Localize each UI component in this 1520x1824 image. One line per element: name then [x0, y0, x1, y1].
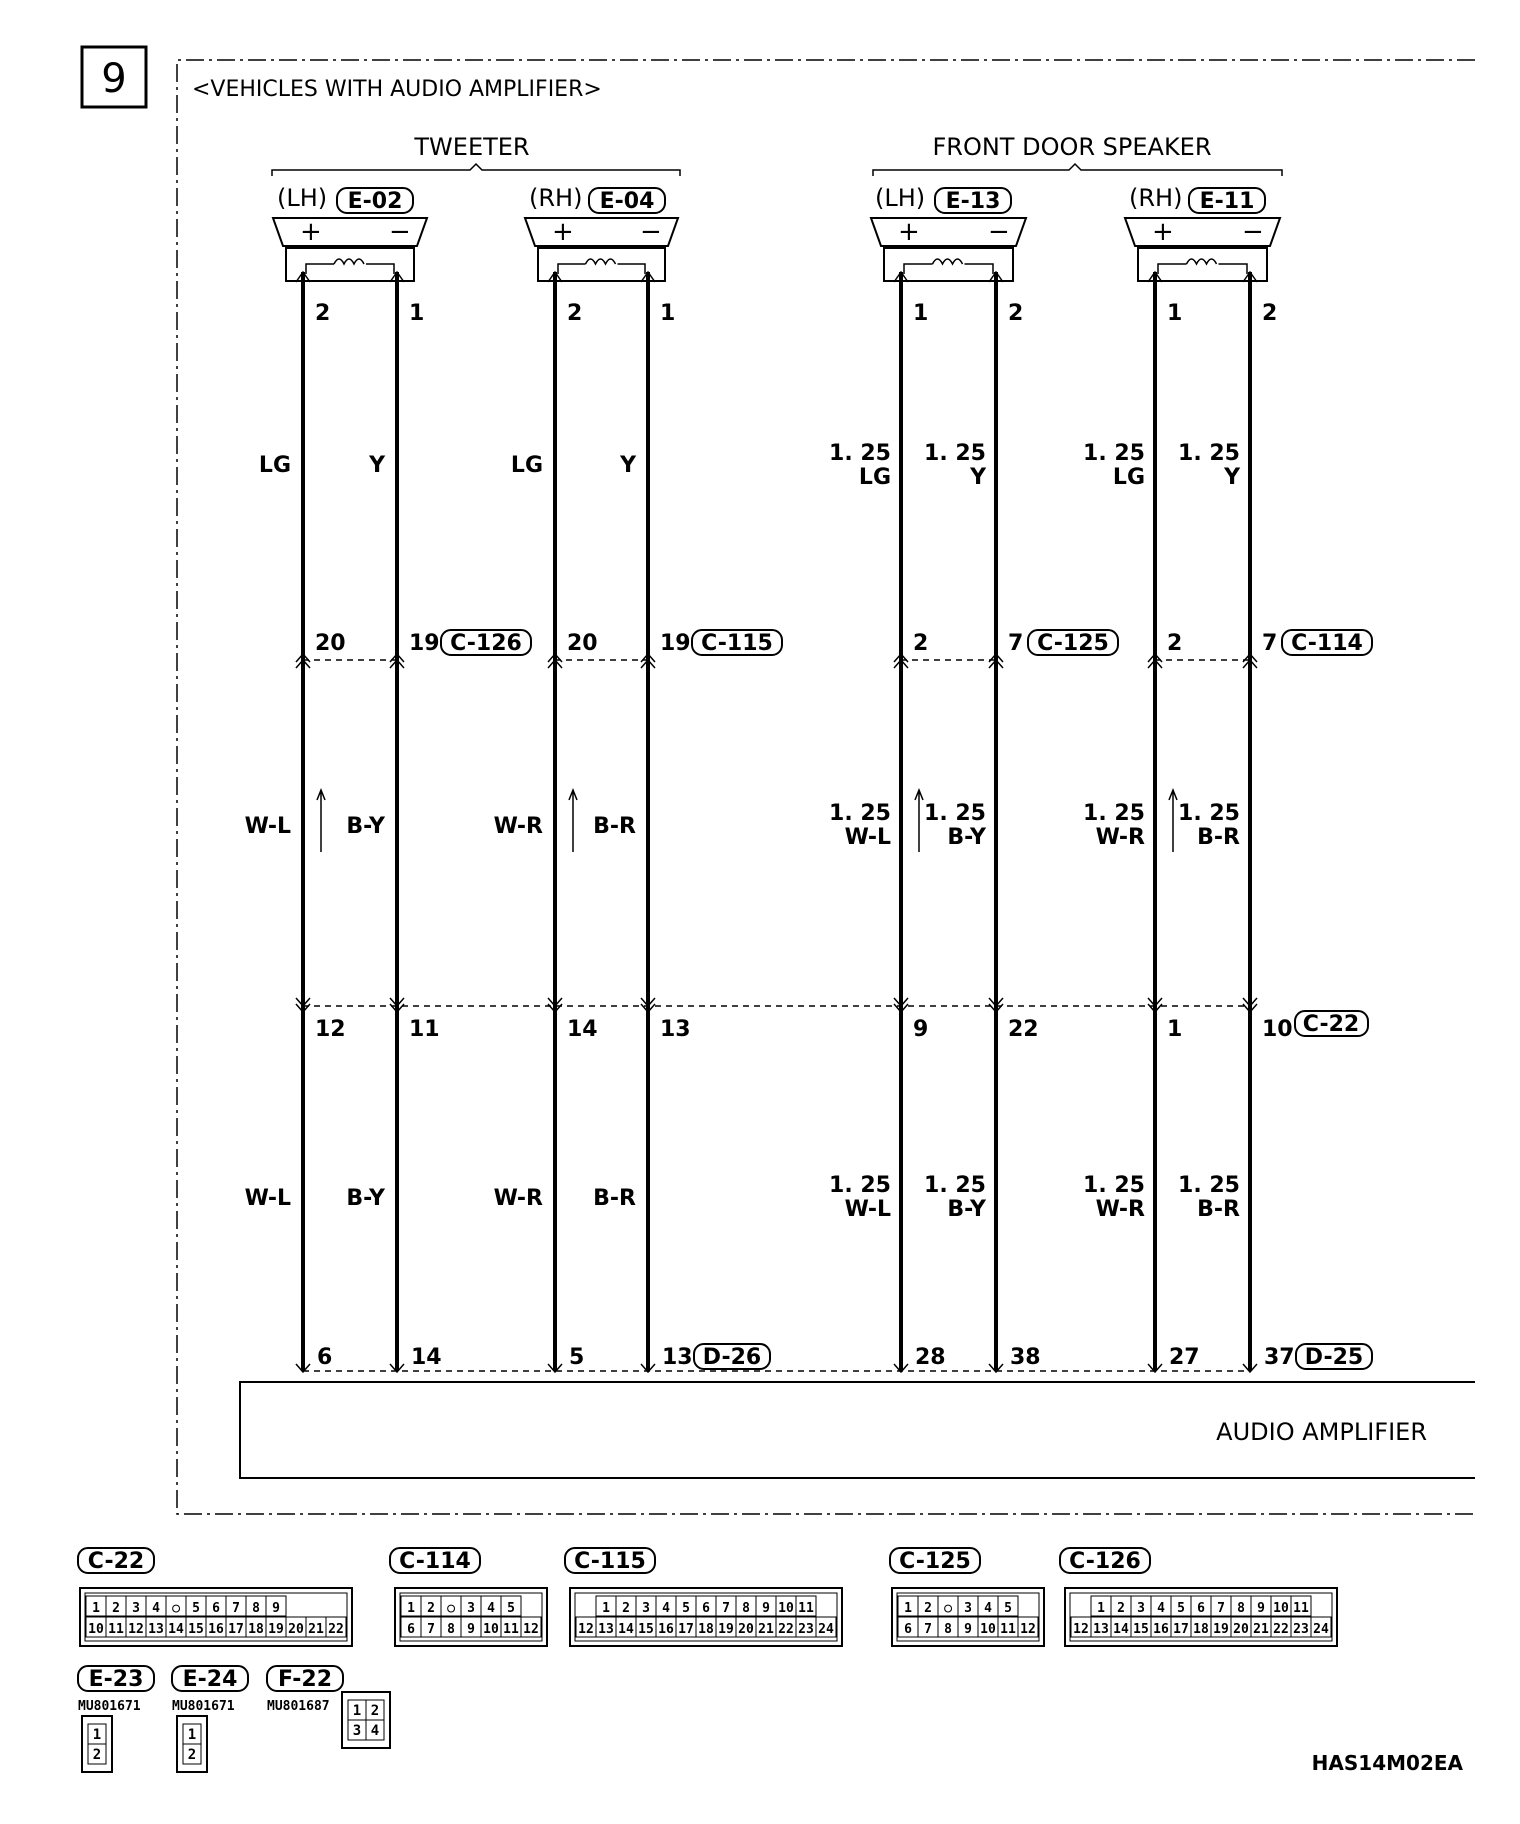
wire-size-label: 1. 25	[924, 1173, 986, 1198]
wire-color-label: W-L	[844, 1197, 891, 1222]
pin-number: 15	[188, 1622, 204, 1637]
pin-number: 3	[467, 1601, 475, 1616]
pin-number: 23	[798, 1622, 814, 1637]
pin-number: 24	[1313, 1622, 1329, 1637]
pin-number: 2	[924, 1601, 932, 1616]
pin-number: 1	[92, 1601, 100, 1616]
coil-icon	[334, 259, 364, 264]
speaker-connector-tag-text: E-04	[599, 189, 655, 214]
pin-number: 9	[762, 1601, 770, 1616]
tweeter-group-label: TWEETER	[414, 133, 530, 161]
pin-number: 21	[308, 1622, 324, 1637]
junction-connector-tag-text: C-115	[701, 631, 773, 656]
pin-number: 13	[1093, 1622, 1109, 1637]
pin-number: 7	[924, 1622, 932, 1637]
pin-number: 9	[1257, 1601, 1265, 1616]
junction-connector-tag-text: C-125	[1037, 631, 1109, 656]
connector-face-label	[890, 1548, 980, 1574]
pin-number: 7	[232, 1601, 240, 1616]
wire-color-label: B-Y	[947, 825, 986, 850]
pin-number: ○	[172, 1601, 180, 1616]
wire-color-label: W-R	[1095, 1197, 1145, 1222]
connector-face-c22	[78, 1548, 352, 1646]
wire-color-label: Y	[369, 453, 385, 478]
pin-number: 7	[427, 1622, 435, 1637]
pin-number: 17	[678, 1622, 694, 1637]
amplifier-pin: 13	[662, 1345, 693, 1370]
current-flow-arrow-icon	[569, 790, 577, 852]
pin-number: 18	[1193, 1622, 1209, 1637]
junction-pin: 13	[660, 1017, 691, 1042]
connector-face-label-text: C-115	[574, 1549, 646, 1574]
minus-terminal-label: −	[640, 217, 662, 247]
pin-number: 2	[370, 1703, 380, 1719]
pin-number: 9	[272, 1601, 280, 1616]
junction-connector-tag-text: C-126	[450, 631, 522, 656]
pin-number: 6	[407, 1622, 415, 1637]
pin-number: 16	[658, 1622, 674, 1637]
wire-color-label: W-L	[244, 814, 291, 839]
pin-number: 1	[187, 1727, 197, 1743]
junction-pin: 20	[567, 631, 598, 656]
connector-face-c126	[1060, 1548, 1337, 1646]
page-number: 9	[101, 56, 127, 102]
amplifier-connector-tag-text: D-25	[1304, 1345, 1364, 1370]
junction-connector-tag-text: C-114	[1291, 631, 1363, 656]
pin-number: 2	[622, 1601, 630, 1616]
pin-number: 6	[904, 1622, 912, 1637]
connector-face-label	[78, 1666, 154, 1692]
connector-face-label-text: C-114	[399, 1549, 471, 1574]
pin-number: 14	[1113, 1622, 1129, 1637]
wire-size-label: 1. 25	[1083, 801, 1145, 826]
section-title: <VEHICLES WITH AUDIO AMPLIFIER>	[192, 77, 602, 102]
speaker-circuit-E-04	[494, 184, 782, 1372]
pin-number: 19	[718, 1622, 734, 1637]
wire-size-label: 1. 25	[1083, 1173, 1145, 1198]
amplifier-pin: 6	[317, 1345, 333, 1370]
speaker-circuit-E-13	[829, 184, 1118, 1372]
pin-number: 3	[132, 1601, 140, 1616]
connector-face-label	[390, 1548, 480, 1574]
pin-number: 4	[152, 1601, 160, 1616]
pin-number: 4	[487, 1601, 495, 1616]
speaker-pin-minus: 2	[1008, 301, 1024, 326]
pin-number: 8	[742, 1601, 750, 1616]
connector-face-c115	[565, 1548, 842, 1646]
junction-pin: 11	[409, 1017, 440, 1042]
pin-number: 1	[407, 1601, 415, 1616]
pin-number: 6	[1197, 1601, 1205, 1616]
pin-number: 9	[467, 1622, 475, 1637]
amplifier-pin: 37	[1264, 1345, 1295, 1370]
c22-junction-label	[1295, 1011, 1368, 1037]
speaker-connector-tag-text: E-11	[1199, 189, 1255, 214]
pin-number: 10	[88, 1622, 104, 1637]
connector-face-label-text: F-22	[277, 1667, 333, 1692]
pin-number: 19	[268, 1622, 284, 1637]
wire-color-label: W-L	[844, 825, 891, 850]
pin-number: 13	[148, 1622, 164, 1637]
pin-number: 16	[208, 1622, 224, 1637]
connector-face-label	[172, 1666, 248, 1692]
pin-number: 18	[248, 1622, 264, 1637]
speaker-pin-minus: 1	[660, 301, 676, 326]
amplifier-pin: 5	[569, 1345, 585, 1370]
pin-number: 21	[758, 1622, 774, 1637]
wire-size-label: 1. 25	[829, 441, 891, 466]
pin-number: 9	[964, 1622, 972, 1637]
pin-number: 20	[288, 1622, 304, 1637]
pin-number: 22	[778, 1622, 794, 1637]
current-flow-arrow-icon	[1169, 790, 1177, 852]
speaker-pin-minus: 2	[1262, 301, 1278, 326]
pin-number: 10	[980, 1622, 996, 1637]
pin-number: ○	[447, 1601, 455, 1616]
pin-number: 11	[1293, 1601, 1309, 1616]
amplifier-pin: 38	[1010, 1345, 1041, 1370]
pin-number: 22	[1273, 1622, 1289, 1637]
current-flow-arrow-icon	[317, 790, 325, 852]
amplifier-pin: 28	[915, 1345, 946, 1370]
speaker-side-label: (LH)	[277, 184, 328, 212]
junction-pin: 20	[315, 631, 346, 656]
pin-number: 4	[984, 1601, 992, 1616]
pin-number: 18	[698, 1622, 714, 1637]
amplifier-pin: 27	[1169, 1345, 1200, 1370]
speaker-pin-plus: 1	[913, 301, 929, 326]
figure-code: HAS14M02EA	[1311, 1751, 1463, 1775]
connector-face-label-text: E-23	[88, 1667, 144, 1692]
speaker-connector-tag	[1189, 188, 1265, 214]
speaker-connector-tag	[935, 188, 1011, 214]
junction-connector-tag	[692, 630, 782, 656]
junction-pin: 2	[1167, 631, 1183, 656]
pin-number: 15	[1133, 1622, 1149, 1637]
pin-number: 1	[352, 1703, 362, 1719]
plus-terminal-label: +	[552, 217, 574, 247]
amplifier-connector-tag-text: D-26	[702, 1345, 762, 1370]
pin-number: 5	[507, 1601, 515, 1616]
pin-number: 13	[598, 1622, 614, 1637]
pin-number: 15	[638, 1622, 654, 1637]
pin-number: 12	[578, 1622, 594, 1637]
junction-pin: 19	[660, 631, 691, 656]
wire-size-label: 1. 25	[829, 1173, 891, 1198]
pin-number: 23	[1293, 1622, 1309, 1637]
pin-number: 12	[1020, 1622, 1036, 1637]
junction-pin: 14	[567, 1017, 598, 1042]
junction-pin: 19	[409, 631, 440, 656]
connector-face-e23	[78, 1666, 154, 1772]
pin-number: 11	[503, 1622, 519, 1637]
wire-color-label: Y	[970, 465, 986, 490]
wire-size-label: 1. 25	[1178, 441, 1240, 466]
pin-number: 19	[1213, 1622, 1229, 1637]
pin-number: 10	[778, 1601, 794, 1616]
pin-number: 1	[904, 1601, 912, 1616]
pin-number: 5	[1004, 1601, 1012, 1616]
speaker-connector-tag	[337, 188, 413, 214]
wire-color-label: W-R	[493, 1186, 543, 1211]
speaker-connector-tag	[589, 188, 665, 214]
pin-number: 11	[1000, 1622, 1016, 1637]
junction-pin: 9	[913, 1017, 929, 1042]
pin-number: 1	[1097, 1601, 1105, 1616]
connector-face-label-text: C-125	[899, 1549, 971, 1574]
junction-pin: 2	[913, 631, 929, 656]
speaker-connector-tag-text: E-02	[347, 189, 403, 214]
wire-color-label: W-R	[493, 814, 543, 839]
pin-number: ○	[944, 1601, 952, 1616]
current-flow-arrow-icon	[915, 790, 923, 852]
pin-number: 10	[483, 1622, 499, 1637]
wire-color-label: B-R	[1197, 825, 1240, 850]
wire-color-label: B-Y	[947, 1197, 986, 1222]
wire-size-label: 1. 25	[924, 801, 986, 826]
amplifier-connector-tag	[694, 1344, 770, 1370]
wire-color-label: B-R	[593, 1186, 636, 1211]
pin-number: 14	[168, 1622, 184, 1637]
wire-color-label: LG	[1112, 465, 1145, 490]
pin-number: 12	[523, 1622, 539, 1637]
wire-size-label: 1. 25	[1083, 441, 1145, 466]
pin-number: 1	[92, 1727, 102, 1743]
pin-number: 3	[964, 1601, 972, 1616]
pin-number: 20	[738, 1622, 754, 1637]
pin-number: 17	[228, 1622, 244, 1637]
pin-number: 2	[1117, 1601, 1125, 1616]
pin-number: 8	[1237, 1601, 1245, 1616]
speaker-circuit-E-02	[245, 184, 531, 1372]
wire-color-label: LG	[258, 453, 291, 478]
coil-icon	[1187, 259, 1217, 264]
pin-number: 3	[1137, 1601, 1145, 1616]
speaker-circuit-E-11	[1083, 184, 1372, 1372]
pin-number: 14	[618, 1622, 634, 1637]
connector-face-label	[565, 1548, 655, 1574]
minus-terminal-label: −	[1242, 217, 1264, 247]
connector-face-e24	[172, 1666, 248, 1772]
pin-number: 7	[1217, 1601, 1225, 1616]
pin-number: 6	[702, 1601, 710, 1616]
pin-number: 17	[1173, 1622, 1189, 1637]
pin-number: 11	[108, 1622, 124, 1637]
pin-number: 8	[944, 1622, 952, 1637]
junction-pin: 1	[1167, 1017, 1183, 1042]
junction-pin: 7	[1008, 631, 1024, 656]
pin-number: 12	[128, 1622, 144, 1637]
pin-number: 6	[212, 1601, 220, 1616]
wire-size-label: 1. 25	[829, 801, 891, 826]
pin-number: 5	[1177, 1601, 1185, 1616]
connector-face-label	[1060, 1548, 1150, 1574]
wire-color-label: W-R	[1095, 825, 1145, 850]
minus-terminal-label: −	[389, 217, 411, 247]
junction-connector-tag	[441, 630, 531, 656]
pin-number: 22	[328, 1622, 344, 1637]
wire-color-label: LG	[858, 465, 891, 490]
speaker-pin-minus: 1	[409, 301, 425, 326]
connector-face-label	[78, 1548, 154, 1574]
wire-color-label: B-Y	[346, 1186, 385, 1211]
pin-number: 11	[798, 1601, 814, 1616]
amplifier-pin: 14	[411, 1345, 442, 1370]
speaker-side-label: (RH)	[529, 184, 583, 212]
pin-number: 8	[252, 1601, 260, 1616]
connector-face-label-text: E-24	[182, 1667, 238, 1692]
wire-size-label: 1. 25	[1178, 801, 1240, 826]
speaker-pin-plus: 1	[1167, 301, 1183, 326]
pin-number: 20	[1233, 1622, 1249, 1637]
pin-number: 3	[352, 1723, 362, 1739]
pin-number: 10	[1273, 1601, 1289, 1616]
junction-connector-tag	[1282, 630, 1372, 656]
svg-text:C-22: C-22	[1302, 1012, 1360, 1037]
wire-size-label: 1. 25	[924, 441, 986, 466]
amplifier-connector-tag	[1296, 1344, 1372, 1370]
minus-terminal-label: −	[988, 217, 1010, 247]
wire-color-label: B-Y	[346, 814, 385, 839]
wire-color-label: W-L	[244, 1186, 291, 1211]
wire-size-label: 1. 25	[1178, 1173, 1240, 1198]
junction-pin: 10	[1262, 1017, 1293, 1042]
speaker-pin-plus: 2	[567, 301, 583, 326]
pin-number: 2	[112, 1601, 120, 1616]
junction-pin: 12	[315, 1017, 346, 1042]
front-door-speaker-group-label: FRONT DOOR SPEAKER	[932, 133, 1212, 161]
pin-number: 2	[187, 1747, 197, 1763]
coil-icon	[933, 259, 963, 264]
plus-terminal-label: +	[300, 217, 322, 247]
pin-number: 3	[642, 1601, 650, 1616]
pin-number: 1	[602, 1601, 610, 1616]
wire-color-label: Y	[1224, 465, 1240, 490]
speaker-side-label: (RH)	[1129, 184, 1183, 212]
junction-pin: 7	[1262, 631, 1278, 656]
pin-number: 2	[427, 1601, 435, 1616]
connector-face-label-text: C-126	[1069, 1549, 1141, 1574]
part-number: MU801671	[78, 1699, 141, 1714]
speaker-side-label: (LH)	[875, 184, 926, 212]
pin-number: 5	[682, 1601, 690, 1616]
speaker-connector-tag-text: E-13	[945, 189, 1001, 214]
pin-number: 2	[92, 1747, 102, 1763]
junction-pin: 22	[1008, 1017, 1039, 1042]
pin-number: 16	[1153, 1622, 1169, 1637]
wire-color-label: Y	[620, 453, 636, 478]
connector-face-label-text: C-22	[87, 1549, 145, 1574]
wire-color-label: B-R	[593, 814, 636, 839]
speaker-pin-plus: 2	[315, 301, 331, 326]
connector-face-label	[267, 1666, 343, 1692]
pin-number: 24	[818, 1622, 834, 1637]
pin-number: 21	[1253, 1622, 1269, 1637]
pin-number: 7	[722, 1601, 730, 1616]
plus-terminal-label: +	[1152, 217, 1174, 247]
pin-number: 4	[662, 1601, 670, 1616]
audio-amplifier-label: AUDIO AMPLIFIER	[1216, 1418, 1427, 1446]
pin-number: 4	[370, 1723, 380, 1739]
part-number: MU801671	[172, 1699, 235, 1714]
plus-terminal-label: +	[898, 217, 920, 247]
wire-color-label: LG	[510, 453, 543, 478]
connector-face-f22	[267, 1666, 390, 1748]
part-number: MU801687	[267, 1699, 330, 1714]
pin-number: 8	[447, 1622, 455, 1637]
pin-number: 12	[1073, 1622, 1089, 1637]
pin-number: 5	[192, 1601, 200, 1616]
pin-number: 4	[1157, 1601, 1165, 1616]
coil-icon	[586, 259, 616, 264]
connector-face-c125	[890, 1548, 1044, 1646]
connector-face-c114	[390, 1548, 547, 1646]
wire-color-label: B-R	[1197, 1197, 1240, 1222]
junction-connector-tag	[1028, 630, 1118, 656]
